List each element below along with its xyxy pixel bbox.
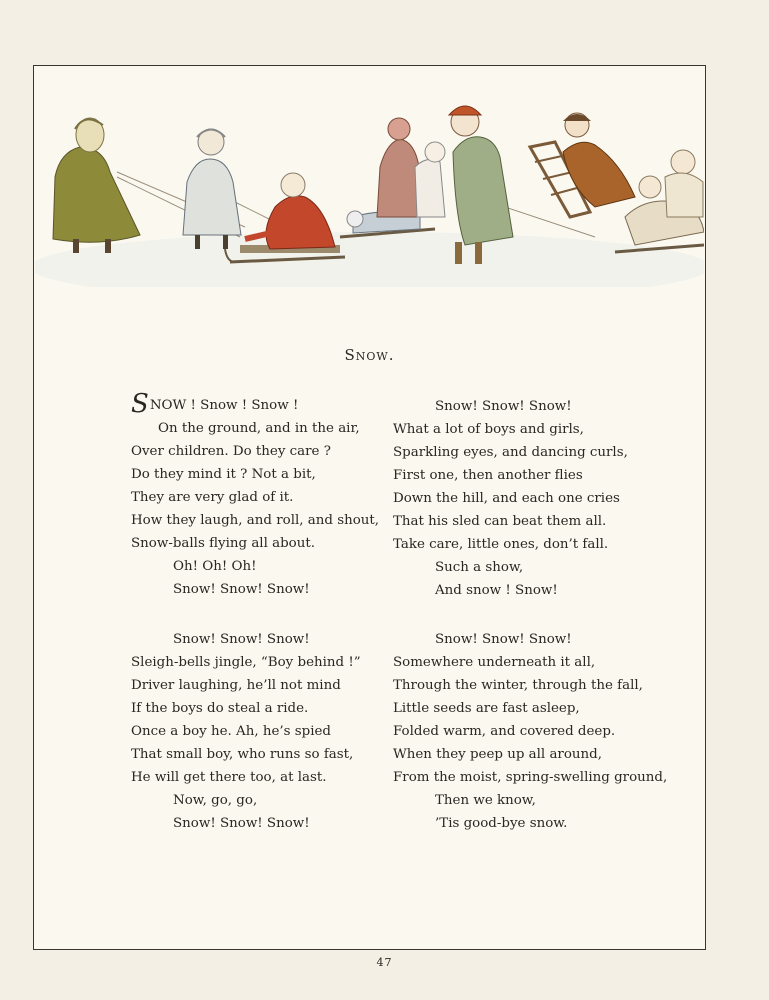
poem-line: ’Tis good-bye snow. [435,816,568,831]
poem-line: Driver laughing, he’ll not mind [131,678,341,693]
poem-line: That his sled can beat them all. [393,514,607,529]
poem-line: Somewhere underneath it all, [393,655,596,670]
poem-line: First one, then another flies [393,468,583,483]
poem-line: Such a show, [435,560,524,575]
stanza-1 [131,389,380,601]
girl-olive-coat [53,118,140,253]
poem-line: Do they mind it ? Not a bit, [131,467,316,482]
poem-line: Snow! Snow! Snow! [173,582,310,597]
poem-line: Snow-balls flying all about. [131,536,316,551]
poem-line: Take care, little ones, don’t fall. [393,537,609,552]
page-frame [33,65,706,950]
poem-line: SNOW ! Snow ! Snow ! [131,389,299,419]
poem-line: Snow! Snow! Snow! [435,632,572,647]
poem-line: Down the hill, and each one cries [393,491,620,506]
girl-grey-coat [183,129,241,249]
poem-line: Snow! Snow! Snow! [435,399,572,414]
poem-line: How they laugh, and roll, and shout, [131,513,380,528]
poem-line: And snow ! Snow! [435,583,558,598]
poem-line: Through the winter, through the fall, [393,678,643,693]
poem-line: Oh! Oh! Oh! [173,559,257,574]
poem-line: They are very glad of it. [131,490,294,505]
poem-line: On the ground, and in the air, [158,421,360,436]
poem-title: Snow. [344,346,395,364]
poem-line: Snow! Snow! Snow! [173,632,310,647]
poem-line: Now, go, go, [173,793,258,808]
poem-line: Sparkling eyes, and dancing curls, [393,445,628,460]
poem-line: Little seeds are fast asleep, [393,701,580,716]
poem-line: From the moist, spring-swelling ground, [393,770,668,785]
poem-line: Over children. Do they care ? [131,444,331,459]
poem-line: Snow! Snow! Snow! [173,816,310,831]
stanza-4 [393,628,667,835]
stanza-2 [393,395,628,602]
poem-line: Folded warm, and covered deep. [393,724,616,739]
poem-line: He will get there too, at last. [131,770,327,785]
poem-line: What a lot of boys and girls, [393,422,584,437]
poem-line: Once a boy he. Ah, he’s spied [131,724,332,739]
child-red-coat-on-sled [225,173,345,262]
poem-line: Sleigh-bells jingle, “Boy behind !” [131,655,361,670]
children-sledding-illustration [35,67,704,287]
boy-brown-coat-with-sled [530,113,635,217]
poem-line: Then we know, [435,793,536,808]
drop-cap: S [131,389,149,419]
page-number: 47 [376,956,393,969]
girl-pink-coat [377,118,445,217]
poem-line: If the boys do steal a ride. [131,701,309,716]
children-on-right-sled [615,150,704,252]
stanza-3 [131,628,361,835]
poem-line: That small boy, who runs so fast, [131,747,354,762]
poem-line: When they peep up all around, [393,747,602,762]
